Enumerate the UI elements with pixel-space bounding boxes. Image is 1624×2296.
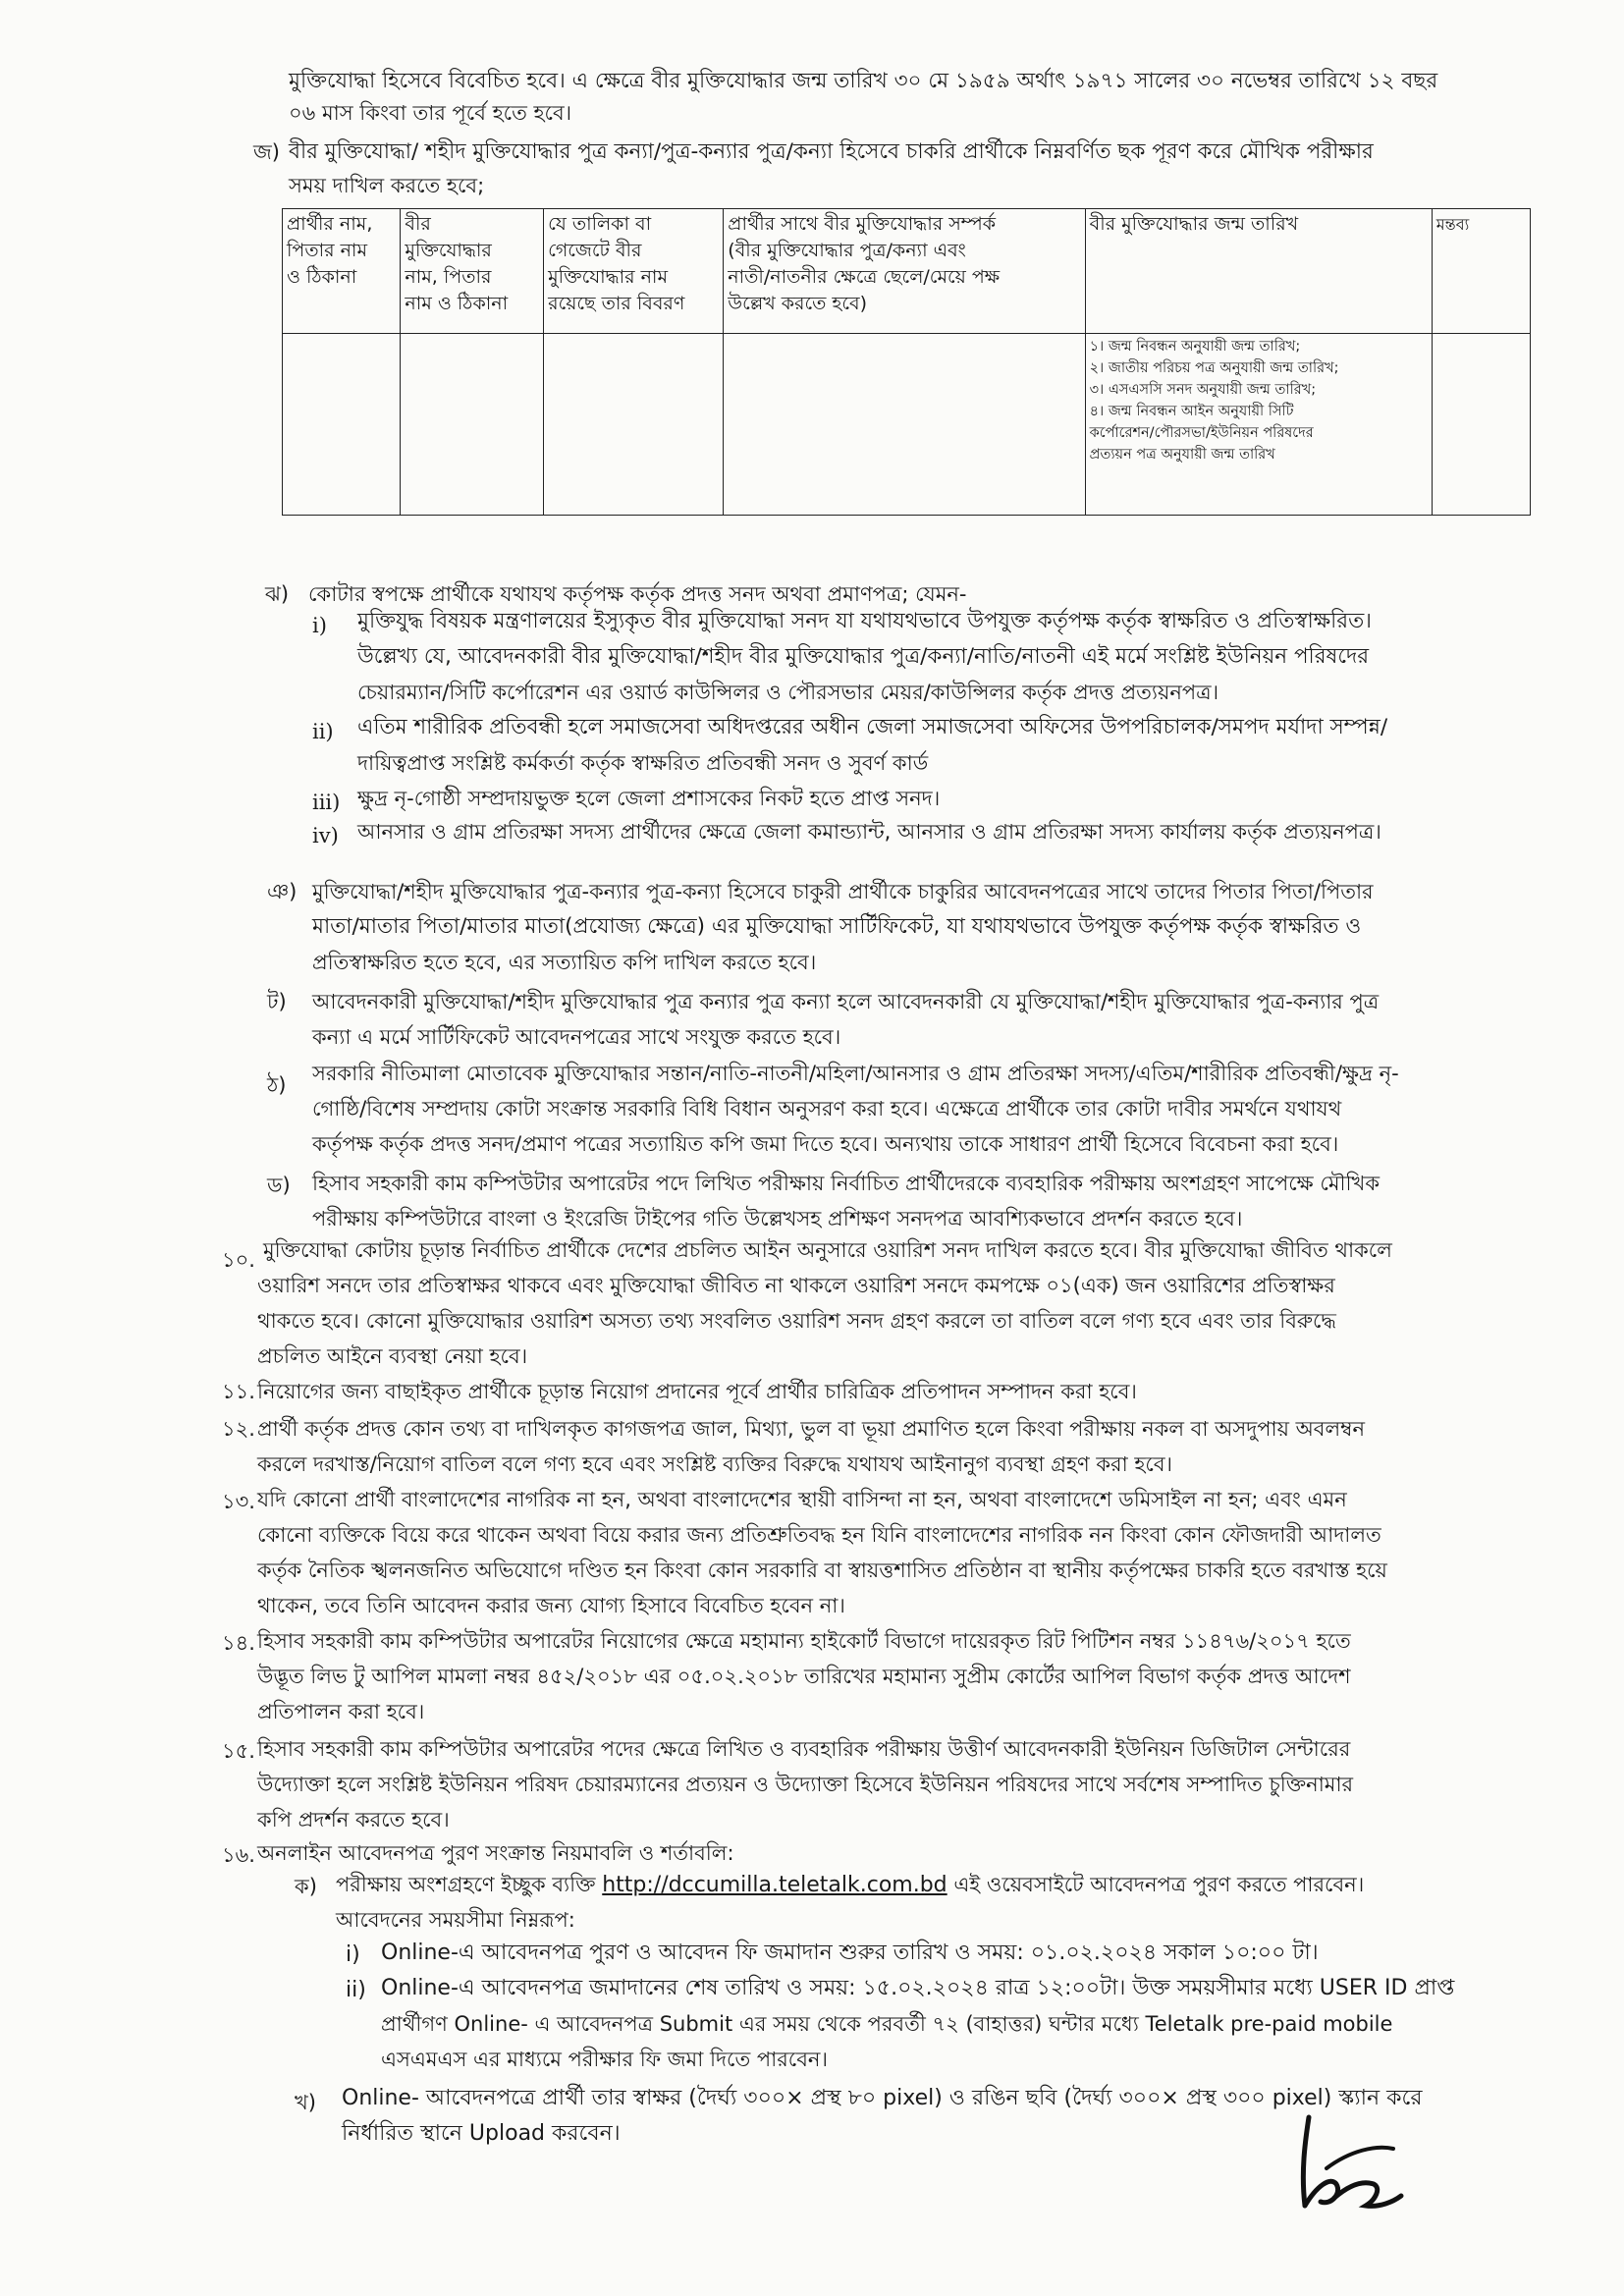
item-marker: ড) [267, 1174, 291, 1197]
item-line: ওয়ারিশ সনদে তার প্রতিস্বাক্ষর থাকবে এবং মুক্তিযোদ্ধা জীবিত না থাকলে ওয়ারিশ সনদে কমপক্ষে ০১(এক) জন ওয়ারিশের প্রতিস্বাক্ষর [257, 1274, 1335, 1297]
item-line: নিয়োগের জন্য বাছাইকৃত প্রার্থীকে চূড়ান্ত নিয়োগ প্রদানের পূর্বে প্রার্থীর চারিত্রিক প্রতিপাদন সম্পাদন করা হবে। [257, 1380, 1137, 1403]
item-line: যদি কোনো প্রার্থী বাংলাদেশের নাগরিক না হন, অথবা বাংলাদেশের স্থায়ী বাসিন্দা না হন, অথবা বাংলাদেশে ডমিসাইল না হন; এবং এমন [257, 1488, 1347, 1511]
ka-text-before-url: পরীক্ষায় অংশগ্রহণে ইচ্ছুক ব্যক্তি [336, 1873, 603, 1896]
table-header-cell: প্রার্থীর সাথে বীর মুক্তিযোদ্ধার সম্পর্ক (বীর মুক্তিযোদ্ধার পুত্র/কন্যা এবং নাতী/নাতনীর ক্ষেত্রে ছেলে/মেয়ে পক্ষ উল্লেখ করতে হবে) [724, 209, 1085, 334]
sub-item-line: Online-এ আবেদনপত্র জমাদানের শেষ তারিখ ও সময়: ১৫.০২.২০২৪ রাত্র ১২:০০টা। উক্ত সময়সীমার মধ্যে USER ID প্রাপ্ত [381, 1976, 1455, 2000]
item-line: মাতা/মাতার পিতা/মাতার মাতা(প্রযোজ্য ক্ষেত্রে) এর মুক্তিযোদ্ধা সার্টিফিকেট, যা যথাযথভাবে উপযুক্ত কর্তৃপক্ষ কর্তৃক স্বাক্ষরিত ও [312, 914, 1362, 939]
item-line: অনলাইন আবেদনপত্র পুরণ সংক্রান্ত নিয়মাবলি ও শর্তাবলি: [257, 1841, 734, 1865]
item-line: কর্তৃপক্ষ কর্তৃক প্রদত্ত সনদ/প্রমাণ পত্রের সত্যায়িত কপি জমা দিতে হবে। অন্যথায় তাকে সাধারণ প্রার্থী হিসেবে বিবেচনা করা হবে। [312, 1132, 1339, 1156]
item-marker: ১৪. [222, 1631, 255, 1655]
item-line: কন্যা এ মর্মে সার্টিফিকেট আবেদনপত্রের সাথে সংযুক্ত করতে হবে। [312, 1025, 841, 1049]
sub-item-line: Online-এ আবেদনপত্র পুরণ ও আবেদন ফি জমাদান শুরুর তারিখ ও সময়: ০১.০২.২০২৪ সকাল ১০:০০ টা। [381, 1941, 1319, 1965]
item-line: কপি প্রদর্শন করতে হবে। [257, 1808, 450, 1831]
sub-item-line: আনসার ও গ্রাম প্রতিরক্ষা সদস্য প্রার্থীদের ক্ষেত্রে জেলা কমান্ড্যান্ট, আনসার ও গ্রাম প্রতিরক্ষা সদস্য কার্যালয় কর্তৃক প্রত্যয়নপত্র। [357, 820, 1381, 844]
intro-line: মুক্তিযোদ্ধা হিসেবে বিবেচিত হবে। এ ক্ষেত্রে বীর মুক্তিযোদ্ধার জন্ম তারিখ ৩০ মে ১৯৫৯ অর্থাৎ ১৯৭১ সালের ৩০ নভেম্বর তারিখে ১২ বছর [289, 69, 1438, 93]
item-marker: জ) [253, 140, 280, 164]
handwritten-signature [1291, 2104, 1409, 2221]
sub-item-marker: খ) [295, 2091, 316, 2114]
item-line: কোটার স্বপক্ষে প্রার্থীকে যথাযথ কর্তৃপক্ষ কর্তৃক প্রদত্ত সনদ অথবা প্রমাণপত্র; যেমন- [308, 582, 967, 606]
table-row [283, 334, 1531, 516]
item-line: প্রচলিত আইনে ব্যবস্থা নেয়া হবে। [257, 1344, 528, 1368]
table-header-cell: প্রার্থীর নাম, পিতার নাম ও ঠিকানা [283, 209, 401, 334]
item-line: প্রতিপালন করা হবে। [257, 1700, 425, 1723]
sub-item-marker: iii) [312, 791, 341, 814]
sub-item-line: নির্ধারিত স্থানে Upload করবেন। [342, 2121, 621, 2146]
item-line: হিসাব সহকারী কাম কম্পিউটার অপারেটর পদের ক্ষেত্রে লিখিত ও ব্যবহারিক পরীক্ষায় উত্তীর্ণ আবেদনকারী ইউনিয়ন ডিজিটাল সেন্টারের [257, 1737, 1351, 1761]
table-header-cell: বীর মুক্তিযোদ্ধার নাম, পিতার নাম ও ঠিকানা [401, 209, 544, 334]
item-marker: ১৬. [222, 1843, 255, 1867]
dob-source-list: ১। জন্ম নিবন্ধন অনুযায়ী জন্ম তারিখ; ২। জাতীয় পরিচয় পত্র অনুযায়ী জন্ম তারিখ; ৩। এসএসসি সনদ অনুযায়ী জন্ম তারিখ; ৪। জন্ম নিবন্ধন আইন অনুযায়ী সিটি কর্পোরেশন/পৌরসভা/ইউনিয়ন পরিষদের প্রত্যয়ন পত্র অনুযায়ী জন্ম তারিখ [1085, 334, 1432, 516]
sub-item-marker: iv) [312, 824, 339, 847]
item-marker: ঝ) [265, 582, 290, 606]
item-line: পরীক্ষায় কম্পিউটারে বাংলা ও ইংরেজি টাইপের গতি উল্লেখসহ প্রশিক্ষণ সনদপত্র আবশ্যিকভাবে প্রদর্শন করতে হবে। [312, 1207, 1243, 1230]
item-marker: ঠ) [267, 1073, 287, 1097]
item-line: করলে দরখাস্ত/নিয়োগ বাতিল বলে গণ্য হবে এবং সংশ্লিষ্ট ব্যক্তির বিরুদ্ধে যথাযথ আইনানুগ ব্যবস্থা গ্রহণ করা হবে। [257, 1452, 1173, 1476]
sub-item-line: চেয়ারম্যান/সিটি কর্পোরেশন এর ওয়ার্ড কাউন্সিলর ও পৌরসভার মেয়র/কাউন্সিলর কর্তৃক প্রদত্ত প্রত্যয়নপত্র। [357, 681, 1219, 704]
table-cell [1432, 334, 1530, 516]
item-line: মুক্তিযোদ্ধা কোটায় চূড়ান্ত নির্বাচিত প্রার্থীকে দেশের প্রচলিত আইন অনুসারে ওয়ারিশ সনদ দাখিল করতে হবে। বীর মুক্তিযোদ্ধা জীবিত থাকলে [263, 1238, 1392, 1262]
item-line: উদ্যোক্তা হলে সংশ্লিষ্ট ইউনিয়ন পরিষদ চেয়ারম্যানের প্রত্যয়ন ও উদ্যোক্তা হিসেবে ইউনিয়ন পরিষদের সাথে সর্বশেষ সম্পাদিত চুক্তিনামার [257, 1773, 1354, 1796]
sub-item-line [336, 1870, 1364, 1900]
sub-item-marker: i) [312, 614, 327, 637]
sub-item-marker: ii) [346, 1978, 366, 2002]
table-header-cell: বীর মুক্তিযোদ্ধার জন্ম তারিখ [1085, 209, 1432, 334]
item-line: থাকতে হবে। কোনো মুক্তিযোদ্ধার ওয়ারিশ অসত্য তথ্য সংবলিত ওয়ারিশ সনদ গ্রহণ করলে তা বাতিল বলে গণ্য হবে এবং তার বিরুদ্ধে [257, 1309, 1336, 1333]
item-line: প্রতিস্বাক্ষরিত হতে হবে, এর সত্যায়িত কপি দাখিল করতে হবে। [312, 951, 817, 974]
sub-item-line: মুক্তিযুদ্ধ বিষয়ক মন্ত্রণালয়ের ইস্যুকৃত বীর মুক্তিযোদ্ধা সনদ যা যথাযথভাবে উপযুক্ত কর্তৃপক্ষ কর্তৃক স্বাক্ষরিত ও প্রতিস্বাক্ষরিত। [357, 609, 1372, 633]
table-cell [283, 334, 401, 516]
item-line: প্রার্থী কর্তৃক প্রদত্ত কোন তথ্য বা দাখিলকৃত কাগজপত্র জাল, মিথ্যা, ভুল বা ভূয়া প্রমাণিত হলে কিংবা পরীক্ষায় নকল বা অসদুপায় অবলম্বন [257, 1417, 1366, 1441]
item-marker: ১১. [222, 1380, 255, 1403]
item-marker: ১০. [222, 1248, 255, 1272]
item-line: হিসাব সহকারী কাম কম্পিউটার অপারেটর পদে লিখিত পরীক্ষায় নির্বাচিত প্রার্থীদেরকে ব্যবহারিক পরীক্ষায় অংশগ্রহণ সাপেক্ষে মৌখিক [312, 1172, 1380, 1195]
table-cell [724, 334, 1085, 516]
item-line: আবেদনকারী মুক্তিযোদ্ধা/শহীদ মুক্তিযোদ্ধার পুত্র কন্যার পুত্র কন্যা হলে আবেদনকারী যে মুক্তিযোদ্ধা/শহীদ মুক্তিযোদ্ধার পুত্র-কন্যার পুত্র [312, 990, 1380, 1013]
item-line: বীর মুক্তিযোদ্ধা/ শহীদ মুক্তিযোদ্ধার পুত্র কন্যা/পুত্র-কন্যার পুত্র/কন্যা হিসেবে চাকরি প্রার্থীকে নিম্নবর্ণিত ছক পূরণ করে মৌখিক পরীক্ষার [289, 139, 1374, 164]
item-line: সময় দাখিল করতে হবে; [289, 174, 485, 197]
ka-text-after-url: এই ওয়েবসাইটে আবেদনপত্র পুরণ করতে পারবেন। [947, 1873, 1365, 1896]
item-line: মুক্তিযোদ্ধা/শহীদ মুক্তিযোদ্ধার পুত্র-কন্যার পুত্র-কন্যা হিসেবে চাকুরী প্রার্থীকে চাকুরির আবেদনপত্রের সাথে তাদের পিতার পিতা/পিতার [312, 880, 1374, 903]
sub-item-line: প্রার্থীগণ Online- এ আবেদনপত্র Submit এর সময় থেকে পরবর্তী ৭২ (বাহাত্তর) ঘন্টার মধ্যে Teletalk pre-paid mobile [381, 2012, 1393, 2036]
sub-item-line: উল্লেখ্য যে, আবেদনকারী বীর মুক্তিযোদ্ধা/শহীদ বীর মুক্তিযোদ্ধার পুত্র/কন্যা/নাতি/নাতনী এই মর্মে সংশ্লিষ্ট ইউনিয়ন পরিষদের [357, 644, 1370, 669]
table-cell [544, 334, 724, 516]
sub-item-marker: i) [346, 1942, 360, 1967]
item-line: কোনো ব্যক্তিকে বিয়ে করে থাকেন অথবা বিয়ে করার জন্য প্রতিশ্রুতিবদ্ধ হন যিনি বাংলাদেশের নাগরিক নন কিংবা কোন ফৌজদারী আদালত [257, 1523, 1381, 1547]
sub-item-line: Online- আবেদনপত্রে প্রার্থী তার স্বাক্ষর (দৈর্ঘ্য ৩০০× প্রস্থ ৮০ pixel) ও রঙিন ছবি (দৈর্ঘ্য ৩০০× প্রস্থ ৩০০ pixel) স্ক্যান করে [342, 2086, 1423, 2110]
item-line: উদ্ভূত লিভ টু আপিল মামলা নম্বর ৪৫২/২০১৮ এর ০৫.০২.২০১৮ তারিখের মহামান্য সুপ্রীম কোর্টের আপিল বিভাগ কর্তৃক প্রদত্ত আদেশ [257, 1665, 1351, 1688]
sub-item-line: এতিম শারীরিক প্রতিবন্ধী হলে সমাজসেবা অধিদপ্তরের অধীন জেলা সমাজসেবা অফিসের উপপরিচালক/সমপদ মর্যাদা সম্পন্ন/ [357, 715, 1388, 739]
item-marker: ঞ) [267, 880, 298, 903]
item-line: হিসাব সহকারী কাম কম্পিউটার অপারেটর নিয়োগের ক্ষেত্রে মহামান্য হাইকোর্ট বিভাগে দায়েরকৃত রিট পিটিশন নম্বর ১১৪৭৬/২০১৭ হতে [257, 1629, 1351, 1653]
table-cell [401, 334, 544, 516]
item-marker: ১৩. [222, 1490, 255, 1513]
freedom-fighter-info-table [282, 208, 1531, 516]
sub-item-line: ক্ষুদ্র নৃ-গোষ্ঠী সম্প্রদায়ভুক্ত হলে জেলা প্রশাসকের নিকট হতে প্রাপ্ত সনদ। [357, 787, 941, 810]
item-marker: ১২. [222, 1417, 255, 1441]
item-line: গোষ্ঠি/বিশেষ সম্প্রদায় কোটা সংক্রান্ত সরকারি বিধি বিধান অনুসরণ করা হবে। এক্ষেত্রে প্রার্থীকে তার কোটা দাবীর সমর্থনে যথাযথ [312, 1097, 1342, 1121]
table-header-cell: যে তালিকা বা গেজেটে বীর মুক্তিযোদ্ধার নাম রয়েছে তার বিবরণ [544, 209, 724, 334]
sub-item-marker: ii) [312, 720, 334, 743]
item-line: সরকারি নীতিমালা মোতাবেক মুক্তিযোদ্ধার সন্তান/নাতি-নাতনী/মহিলা/আনসার ও গ্রাম প্রতিরক্ষা সদস্য/এতিম/শারীরিক প্রতিবন্ধী/ক্ষুদ্র নৃ- [312, 1062, 1399, 1085]
item-marker: ট) [267, 990, 287, 1013]
item-line: থাকেন, তবে তিনি আবেদন করার জন্য যোগ্য হিসাবে বিবেচিত হবেন না। [257, 1594, 845, 1617]
website-link[interactable]: http://dccumilla.teletalk.com.bd [602, 1873, 947, 1897]
table-header-row [283, 209, 1531, 334]
item-marker: ১৫. [222, 1739, 255, 1763]
sub-item-line: এসএমএস এর মাধ্যমে পরীক্ষার ফি জমা দিতে পারবেন। [381, 2048, 828, 2071]
table-header-cell: মন্তব্য [1432, 209, 1530, 334]
intro-line: ০৬ মাস কিংবা তার পূর্বে হতে হবে। [289, 101, 572, 125]
item-line: কর্তৃক নৈতিক স্খলনজনিত অভিযোগে দণ্ডিত হন কিংবা কোন সরকারি বা স্বায়ত্তশাসিত প্রতিষ্ঠান বা স্থানীয় কর্তৃপক্ষের চাকরি হতে বরখাস্ত হয়ে [257, 1558, 1387, 1582]
sub-item-marker: ক) [295, 1875, 317, 1898]
sub-item-line: আবেদনের সময়সীমা নিম্নরূপ: [336, 1908, 575, 1932]
sub-item-line: দায়িত্বপ্রাপ্ত সংশ্লিষ্ট কর্মকর্তা কর্তৃক স্বাক্ষরিত প্রতিবন্ধী সনদ ও সুবর্ণ কার্ড [357, 751, 929, 775]
